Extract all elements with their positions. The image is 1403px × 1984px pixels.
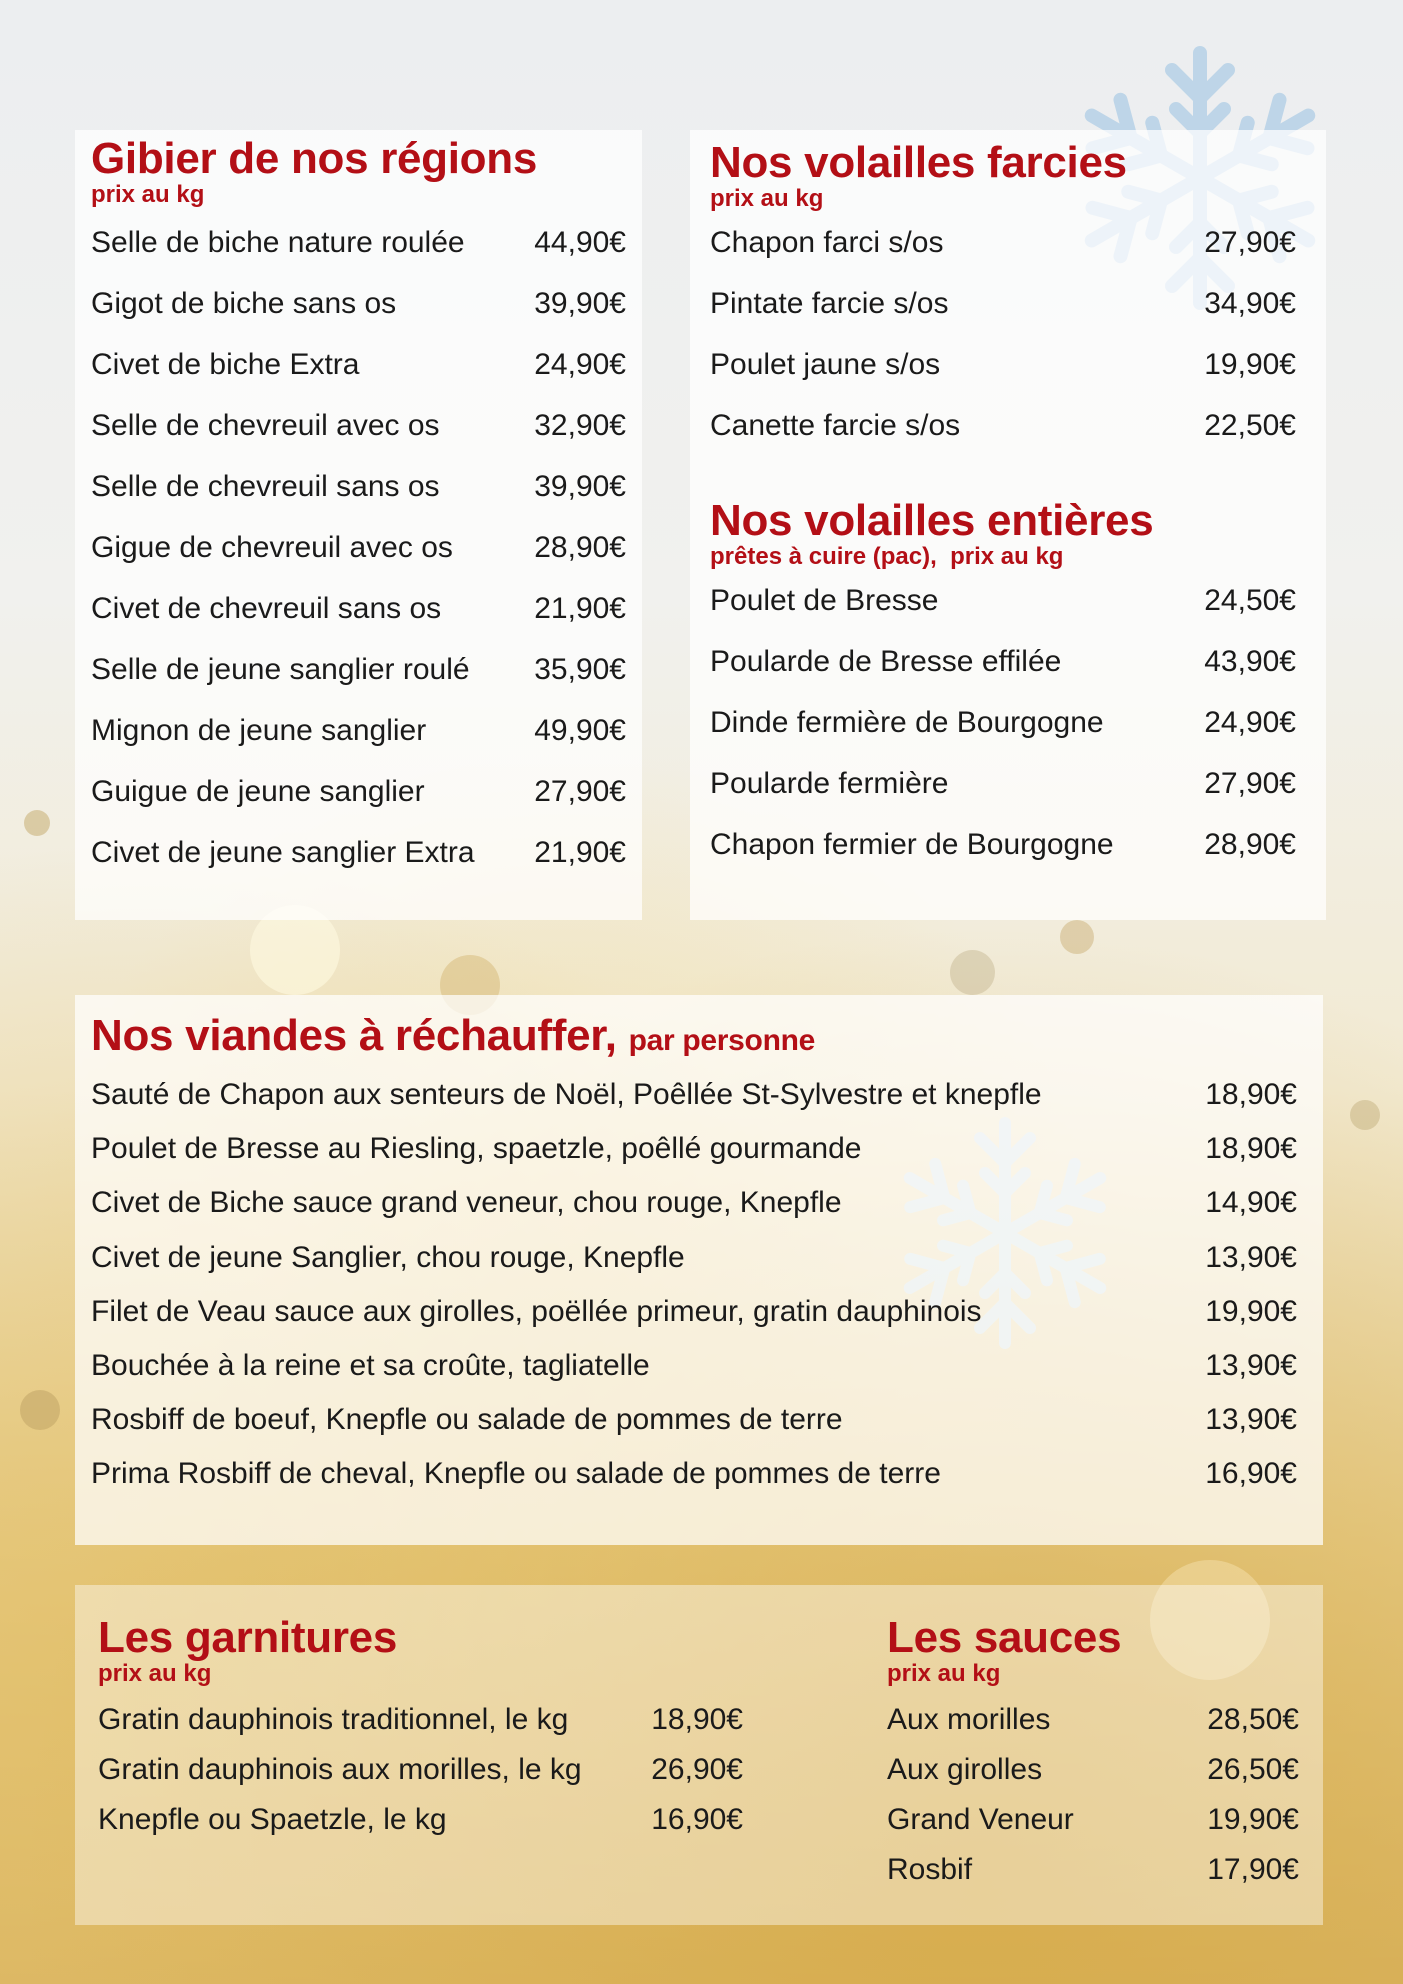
item-name: Prima Rosbiff de cheval, Knepfle ou salade de pommes de terre xyxy=(91,1457,941,1491)
menu-item xyxy=(710,584,1296,645)
bokeh-light xyxy=(1350,1100,1380,1130)
item-price: 39,90€ xyxy=(534,287,626,320)
menu-item xyxy=(710,767,1296,828)
item-name: Guigue de jeune sanglier xyxy=(91,775,425,808)
item-name: Selle de chevreuil avec os xyxy=(91,409,440,442)
section-subtitle: par personne xyxy=(628,1024,816,1057)
item-price: 24,90€ xyxy=(534,348,626,381)
item-name: Civet de jeune sanglier Extra xyxy=(91,836,475,869)
menu-item xyxy=(98,1753,743,1803)
menu-item xyxy=(887,1853,1299,1903)
section-title: Nos viandes à réchauffer, xyxy=(91,1011,617,1060)
item-price: 28,90€ xyxy=(534,531,626,564)
menu-item xyxy=(887,1703,1299,1753)
menu-item xyxy=(710,706,1296,767)
menu-item xyxy=(91,592,626,653)
item-name: Filet de Veau sauce aux girolles, poëllée primeur, gratin dauphinois xyxy=(91,1294,982,1328)
item-name: Civet de Biche sauce grand veneur, chou rouge, Knepfle xyxy=(91,1186,842,1220)
item-price: 27,90€ xyxy=(1204,767,1296,800)
section-subtitle: prix au kg xyxy=(887,1660,1001,1687)
menu-item xyxy=(710,828,1296,889)
item-price: 28,50€ xyxy=(1207,1703,1299,1736)
item-name: Poularde de Bresse effilée xyxy=(710,645,1062,678)
menu-item xyxy=(91,775,626,836)
price-list xyxy=(91,1078,1297,1512)
item-price: 27,90€ xyxy=(534,775,626,808)
menu-item xyxy=(91,1241,1297,1295)
item-price: 21,90€ xyxy=(534,592,626,625)
item-name: Civet de biche Extra xyxy=(91,348,360,381)
item-price: 16,90€ xyxy=(651,1803,743,1836)
menu-item xyxy=(98,1803,743,1853)
item-price: 19,90€ xyxy=(1204,348,1296,381)
section-title: Nos volailles farcies xyxy=(710,138,1127,187)
item-name: Gratin dauphinois traditionnel, le kg xyxy=(98,1703,569,1736)
item-price: 13,90€ xyxy=(1205,1240,1297,1274)
item-price: 26,50€ xyxy=(1207,1753,1299,1786)
menu-item xyxy=(98,1703,743,1753)
bokeh-light xyxy=(1060,920,1094,954)
item-name: Selle de chevreuil sans os xyxy=(91,470,440,503)
item-name: Gigue de chevreuil avec os xyxy=(91,531,453,564)
item-name: Knepfle ou Spaetzle, le kg xyxy=(98,1803,447,1836)
menu-item xyxy=(91,531,626,592)
item-name: Poulet jaune s/os xyxy=(710,348,941,381)
bokeh-light xyxy=(950,950,995,995)
bokeh-light xyxy=(20,1390,60,1430)
item-price: 17,90€ xyxy=(1207,1853,1299,1886)
item-name: Bouchée à la reine et sa croûte, tagliatelle xyxy=(91,1348,650,1382)
bokeh-light xyxy=(24,810,50,836)
item-price: 26,90€ xyxy=(651,1753,743,1786)
item-name: Gigot de biche sans os xyxy=(91,287,397,320)
menu-item xyxy=(710,226,1296,287)
item-name: Sauté de Chapon aux senteurs de Noël, Poêllée St-Sylvestre et knepfle xyxy=(91,1078,1042,1111)
menu-item xyxy=(710,287,1296,348)
item-name: Poularde fermière xyxy=(710,767,949,800)
menu-item xyxy=(91,1457,1297,1511)
item-name: Dinde fermière de Bourgogne xyxy=(710,706,1104,739)
menu-item xyxy=(91,714,626,775)
item-name: Chapon farci s/os xyxy=(710,226,944,259)
price-list xyxy=(91,226,626,897)
gibier-section xyxy=(75,130,642,920)
item-price: 35,90€ xyxy=(534,653,626,686)
menu-item xyxy=(887,1753,1299,1803)
item-price: 22,50€ xyxy=(1204,409,1296,442)
item-name: Pintate farcie s/os xyxy=(710,287,949,320)
item-name: Selle de biche nature roulée xyxy=(91,226,465,259)
menu-item xyxy=(710,348,1296,409)
item-price: 21,90€ xyxy=(534,836,626,869)
menu-item xyxy=(91,348,626,409)
item-price: 16,90€ xyxy=(1205,1457,1297,1491)
item-name: Rosbif xyxy=(887,1853,973,1886)
section-title: Gibier de nos régions xyxy=(91,134,538,183)
section-subtitle: prix au kg xyxy=(98,1660,212,1687)
item-name: Grand Veneur xyxy=(887,1803,1074,1836)
item-name: Aux morilles xyxy=(887,1703,1051,1736)
menu-item xyxy=(91,470,626,531)
menu-item xyxy=(91,1186,1297,1240)
item-price: 34,90€ xyxy=(1204,287,1296,320)
menu-item xyxy=(91,653,626,714)
menu-item xyxy=(91,287,626,348)
menu-item xyxy=(710,409,1296,470)
sauces-block xyxy=(887,1615,1299,1903)
item-price: 32,90€ xyxy=(534,409,626,442)
menu-item xyxy=(91,1295,1297,1349)
menu-item xyxy=(91,1349,1297,1403)
item-price: 13,90€ xyxy=(1205,1348,1297,1382)
menu-item xyxy=(91,409,626,470)
garnitures-block xyxy=(98,1615,748,1853)
item-price: 24,50€ xyxy=(1204,584,1296,617)
menu-item xyxy=(710,645,1296,706)
price-list xyxy=(710,226,1296,470)
menu-item xyxy=(91,1078,1297,1132)
section-title: Les garnitures xyxy=(98,1613,398,1662)
section-subtitle: prêtes à cuire (pac), prix au kg xyxy=(710,543,1064,570)
item-price: 19,90€ xyxy=(1207,1803,1299,1836)
section-subtitle: prix au kg xyxy=(710,185,824,212)
section-subtitle: prix au kg xyxy=(91,181,205,208)
item-price: 39,90€ xyxy=(534,470,626,503)
item-price: 44,90€ xyxy=(534,226,626,259)
menu-item xyxy=(91,226,626,287)
item-price: 24,90€ xyxy=(1204,706,1296,739)
item-price: 27,90€ xyxy=(1204,226,1296,259)
viandes-section xyxy=(75,995,1323,1545)
item-name: Poulet de Bresse au Riesling, spaetzle, poêllé gourmande xyxy=(91,1132,862,1166)
item-name: Gratin dauphinois aux morilles, le kg xyxy=(98,1753,582,1786)
price-list xyxy=(98,1703,748,1853)
section-title: Nos volailles entières xyxy=(710,496,1154,545)
price-list xyxy=(710,584,1296,889)
item-price: 18,90€ xyxy=(1205,1078,1297,1111)
item-name: Rosbiff de boeuf, Knepfle ou salade de pommes de terre xyxy=(91,1403,843,1437)
item-price: 19,90€ xyxy=(1205,1294,1297,1328)
item-name: Canette farcie s/os xyxy=(710,409,961,442)
item-name: Mignon de jeune sanglier xyxy=(91,714,427,747)
menu-item xyxy=(91,1132,1297,1186)
sides-section xyxy=(75,1585,1323,1925)
section-title: Les sauces xyxy=(887,1613,1122,1662)
item-price: 13,90€ xyxy=(1205,1403,1297,1437)
price-list xyxy=(887,1703,1299,1903)
item-name: Poulet de Bresse xyxy=(710,584,939,617)
item-name: Civet de chevreuil sans os xyxy=(91,592,442,625)
item-price: 28,90€ xyxy=(1204,828,1296,861)
item-name: Chapon fermier de Bourgogne xyxy=(710,828,1114,861)
item-name: Aux girolles xyxy=(887,1753,1043,1786)
menu-item xyxy=(91,1403,1297,1457)
item-price: 43,90€ xyxy=(1204,645,1296,678)
item-price: 14,90€ xyxy=(1205,1186,1297,1220)
menu-item xyxy=(91,836,626,897)
item-name: Selle de jeune sanglier roulé xyxy=(91,653,470,686)
item-price: 49,90€ xyxy=(534,714,626,747)
section-title-row xyxy=(91,1013,1297,1064)
menu-item xyxy=(887,1803,1299,1853)
volailles-section xyxy=(690,130,1326,920)
item-price: 18,90€ xyxy=(651,1703,743,1736)
item-price: 18,90€ xyxy=(1205,1132,1297,1166)
item-name: Civet de jeune Sanglier, chou rouge, Knepfle xyxy=(91,1240,685,1274)
